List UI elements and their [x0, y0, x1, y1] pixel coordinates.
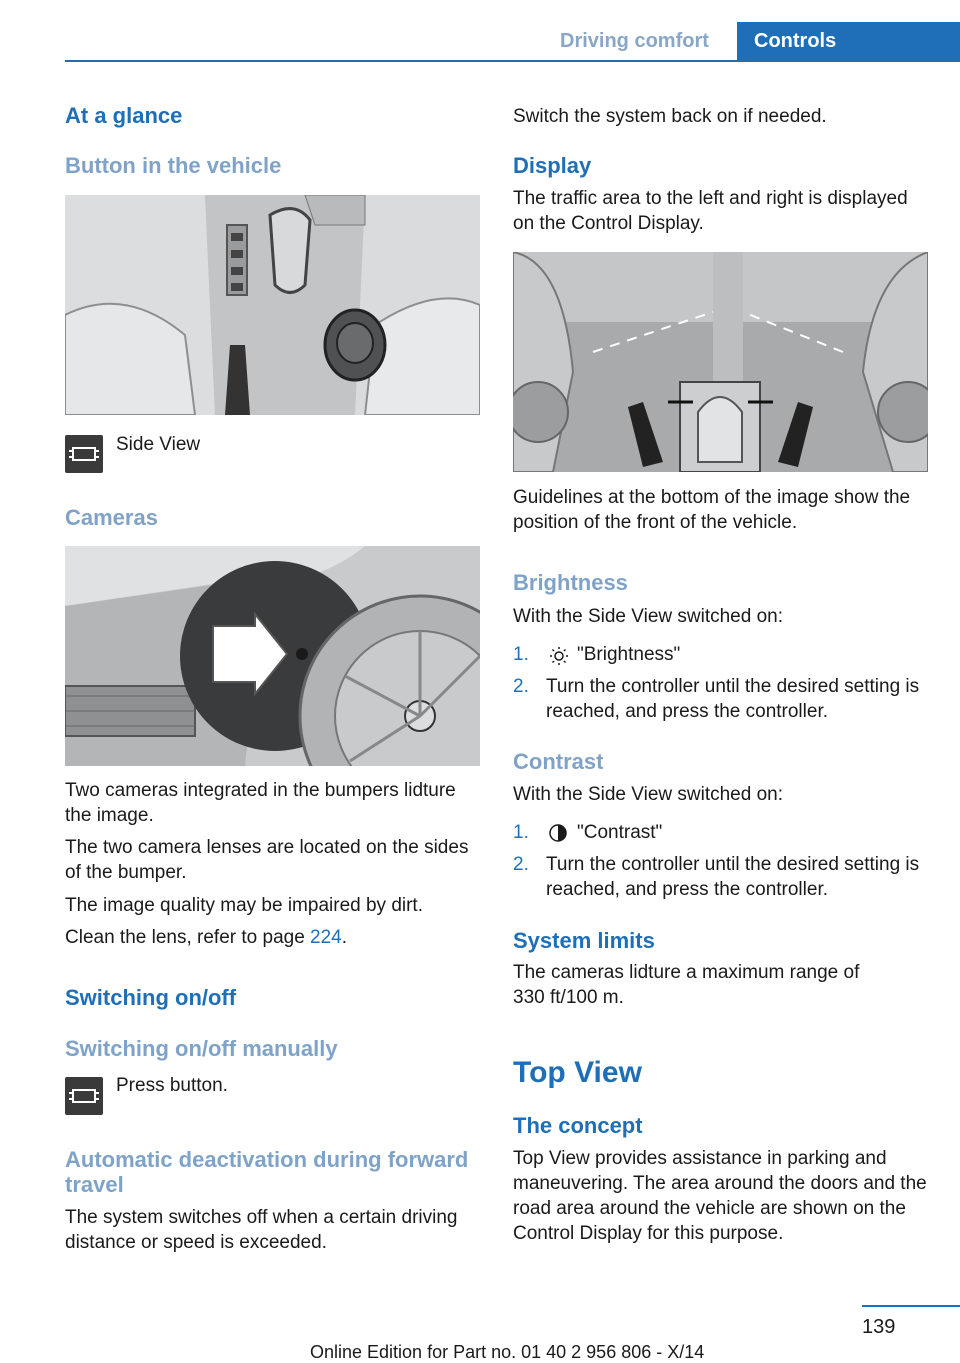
press-button-text: Press button. [116, 1075, 228, 1096]
contrast-icon [548, 823, 568, 843]
heading-top-view: Top View [513, 1056, 642, 1089]
running-header-tab [737, 22, 960, 62]
system-limits-text: The cameras lidture a maximum range of 330 ft/100 m. [513, 962, 860, 1008]
edition-footer: Online Edition for Part no. 01 40 2 956 806 - X/14 [310, 1342, 705, 1362]
display-text: The traffic area to the left and right is displayed on the Control Display. [513, 188, 908, 234]
cameras-paragraph-2: The two camera lenses are located on the sides of the bumper. [65, 837, 469, 883]
cameras-paragraph-3: The image quality may be impaired by dirt. [65, 895, 423, 916]
page-number: 139 [862, 1316, 896, 1338]
heading-cameras: Cameras [65, 505, 158, 530]
contrast-step-2: Turn the controller until the desired setting is reached, and press the controller. [546, 854, 920, 900]
switch-back-text: Switch the system back on if needed. [513, 106, 827, 127]
heading-switching-on-off: Switching on/off [65, 985, 237, 1010]
contrast-step-1: "Contrast" [577, 822, 663, 843]
contrast-step-2-num: 2. [513, 854, 529, 875]
heading-brightness: Brightness [513, 570, 628, 595]
side-view-display-image [513, 252, 928, 472]
guidelines-text: Guidelines at the bottom of the image show the position of the front of the vehicle. [513, 487, 911, 533]
heading-contrast: Contrast [513, 749, 604, 774]
brightness-icon [549, 646, 569, 666]
bumper-camera-image [65, 546, 480, 766]
running-header-tab-label: Controls [754, 30, 837, 52]
brightness-step-1: "Brightness" [577, 644, 681, 665]
heading-display: Display [513, 153, 592, 178]
cameras-paragraph-4-end: . [341, 927, 348, 948]
brightness-step-1-num: 1. [513, 644, 529, 665]
header-rule [65, 60, 960, 62]
heading-automatic-deactivation: Automatic deactivation during forward travel [65, 1147, 469, 1197]
contrast-intro: With the Side View switched on: [513, 784, 784, 805]
cameras-paragraph-4 [65, 925, 481, 950]
page-link-224[interactable]: 224 [310, 927, 342, 948]
heading-system-limits: System limits [513, 928, 655, 953]
heading-button-in-vehicle: Button in the vehicle [65, 153, 282, 178]
center-console-image [65, 195, 480, 415]
side-view-label: Side View [116, 434, 201, 455]
running-header-section: Driving comfort [560, 30, 709, 52]
side-view-button-2[interactable] [65, 1077, 103, 1115]
heading-switching-manually: Switching on/off manually [65, 1036, 338, 1061]
brightness-intro: With the Side View switched on: [513, 606, 784, 627]
brightness-step-2: Turn the controller until the desired setting is reached, and press the controller. [546, 676, 920, 722]
concept-text: Top View provides assistance in parking and maneuvering. The area around the doors and the road area around the vehicle are shown on the Control Display for this purpose. [513, 1148, 927, 1244]
automatic-deactivation-text: The system switches off when a certain driving distance or speed is exceeded. [65, 1207, 458, 1253]
heading-the-concept: The concept [513, 1113, 643, 1138]
contrast-step-1-num: 1. [513, 822, 529, 843]
side-view-icon [68, 1085, 100, 1107]
footer-rule [862, 1305, 960, 1307]
heading-at-a-glance: At a glance [65, 103, 183, 128]
side-view-icon [68, 443, 100, 465]
brightness-step-2-num: 2. [513, 676, 529, 697]
cameras-paragraph-4-text: Clean the lens, refer to page [65, 927, 311, 948]
cameras-paragraph-1: Two cameras integrated in the bumpers lidture the image. [65, 780, 456, 826]
side-view-button[interactable] [65, 435, 103, 473]
